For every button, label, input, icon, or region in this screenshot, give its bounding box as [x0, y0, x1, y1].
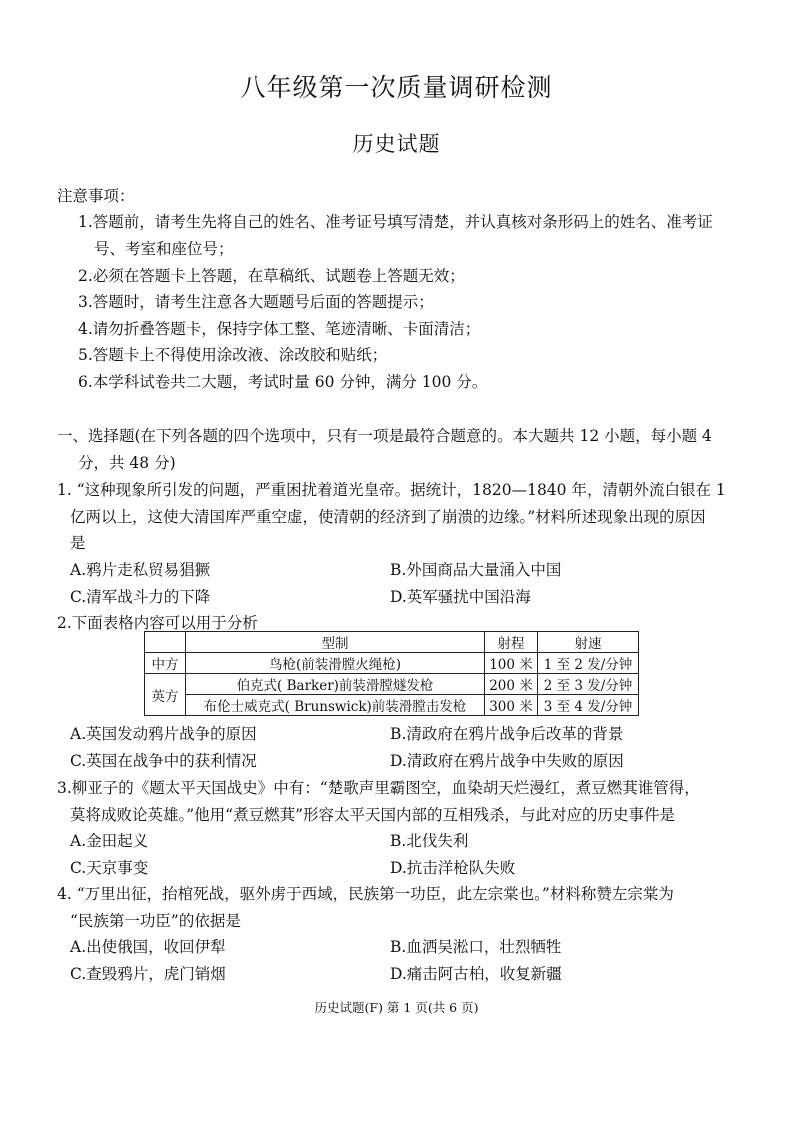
table-cell-range: 100 米 [485, 653, 538, 674]
question-2-option-c[interactable]: C.英国在战争中的获利情况 [70, 752, 257, 770]
table-cell-group: 中方 [145, 653, 186, 674]
table-cell-rate: 1 至 2 发/分钟 [538, 653, 639, 674]
notice-heading: 注意事项： [57, 187, 135, 205]
table-cell-type: 伯克式( Barker)前装滑膛燧发枪 [186, 674, 485, 695]
table-header-range: 射程 [485, 632, 538, 653]
table-header-type: 型制 [186, 632, 485, 653]
question-2-stem: 2.下面表格内容可以用于分析 [57, 614, 258, 632]
question-4-stem: 4. “万里出征，抬棺死战，驱外虏于西域，民族第一功臣，此左宗棠也。”材料称赞左宗棠为 [57, 885, 674, 903]
exam-title: 八年级第一次质量调研检测 [240, 73, 553, 102]
firearm-comparison-table [144, 631, 639, 716]
table-row [145, 695, 639, 716]
question-3-stem: 莫将成败论英雄。”他用“煮豆燃萁”形容太平天国内部的互相残杀，与此对应的历史事件是 [70, 806, 676, 824]
notice-item: 4.请勿折叠答题卡，保持字体工整、笔迹清晰、卡面清洁； [78, 320, 481, 338]
question-2-option-b[interactable]: B.清政府在鸦片战争后改革的背景 [390, 725, 624, 743]
table-cell-rate: 3 至 4 发/分钟 [538, 695, 639, 716]
notice-item: 1.答题前，请考生先将自己的姓名、准考证号填写清楚，并认真核对条形码上的姓名、准考证 [78, 213, 713, 231]
section-heading-continuation: 分，共 48 分) [78, 454, 176, 472]
question-4-option-b[interactable]: B.血洒吴淞口，壮烈牺牲 [390, 938, 562, 956]
notice-item: 3.答题时，请考生注意各大题题号后面的答题提示； [78, 293, 434, 311]
table-row [145, 653, 639, 674]
table-header-rate: 射速 [538, 632, 639, 653]
section-heading: 一、选择题(在下列各题的四个选项中，只有一项是最符合题意的。本大题共 12 小题，每小题 4 [57, 427, 712, 445]
notice-item-continuation: 号、考室和座位号； [94, 240, 234, 258]
table-header-row [145, 632, 639, 653]
notice-item: 6.本学科试卷共二大题，考试时量 60 分钟，满分 100 分。 [78, 373, 488, 391]
page-footer: 历史试题(F) 第 1 页(共 6 页) [314, 1000, 479, 1015]
question-1-option-b[interactable]: B.外国商品大量涌入中国 [390, 561, 562, 579]
question-4-option-c[interactable]: C.查毁鸦片，虎门销烟 [70, 965, 226, 983]
table-header-blank [145, 632, 186, 653]
table-cell-range: 200 米 [485, 674, 538, 695]
question-1-option-a[interactable]: A.鸦片走私贸易猖獗 [70, 561, 211, 579]
question-2-option-d[interactable]: D.清政府在鸦片战争中失败的原因 [390, 752, 624, 770]
question-3-option-b[interactable]: B.北伐失利 [390, 832, 469, 850]
question-1-stem: 是 [70, 534, 86, 552]
question-1-option-c[interactable]: C.清军战斗力的下降 [70, 588, 211, 606]
table-row [145, 674, 639, 695]
question-3-option-d[interactable]: D.抗击洋枪队失败 [390, 859, 516, 877]
exam-subtitle: 历史试题 [352, 132, 441, 156]
question-2-option-a[interactable]: A.英国发动鸦片战争的原因 [70, 725, 257, 743]
question-1-stem: 1. “这种现象所引发的问题，严重困扰着道光皇帝。据统计，1820—1840 年，清朝外流白银在 1 [57, 481, 726, 499]
question-3-stem: 3.柳亚子的《题太平天国战史》中有：“楚歌声里霸图空，血染胡天烂漫红，煮豆燃萁谁管得， [57, 779, 700, 797]
notice-item: 5.答题卡上不得使用涂改液、涂改胶和贴纸； [78, 346, 388, 364]
table-cell-range: 300 米 [485, 695, 538, 716]
question-4-stem: “民族第一功臣”的依据是 [70, 912, 241, 930]
table-cell-type: 鸟枪(前装滑膛火绳枪) [186, 653, 485, 674]
question-1-stem: 亿两以上，这使大清国库严重空虚，使清朝的经济到了崩溃的边缘。”材料所述现象出现的原因 [70, 508, 706, 526]
question-1-option-d[interactable]: D.英军骚扰中国沿海 [390, 588, 531, 606]
table-cell-group: 英方 [145, 674, 186, 716]
question-3-option-c[interactable]: C.天京事变 [70, 859, 149, 877]
question-4-option-d[interactable]: D.痛击阿古柏，收复新疆 [390, 965, 562, 983]
table-cell-rate: 2 至 3 发/分钟 [538, 674, 639, 695]
table-cell-type: 布伦士威克式( Brunswick)前装滑膛击发枪 [186, 695, 485, 716]
question-4-option-a[interactable]: A.出使俄国，收回伊犁 [70, 938, 226, 956]
question-3-option-a[interactable]: A.金田起义 [70, 832, 149, 850]
notice-item: 2.必须在答题卡上答题，在草稿纸、试题卷上答题无效； [78, 267, 465, 285]
